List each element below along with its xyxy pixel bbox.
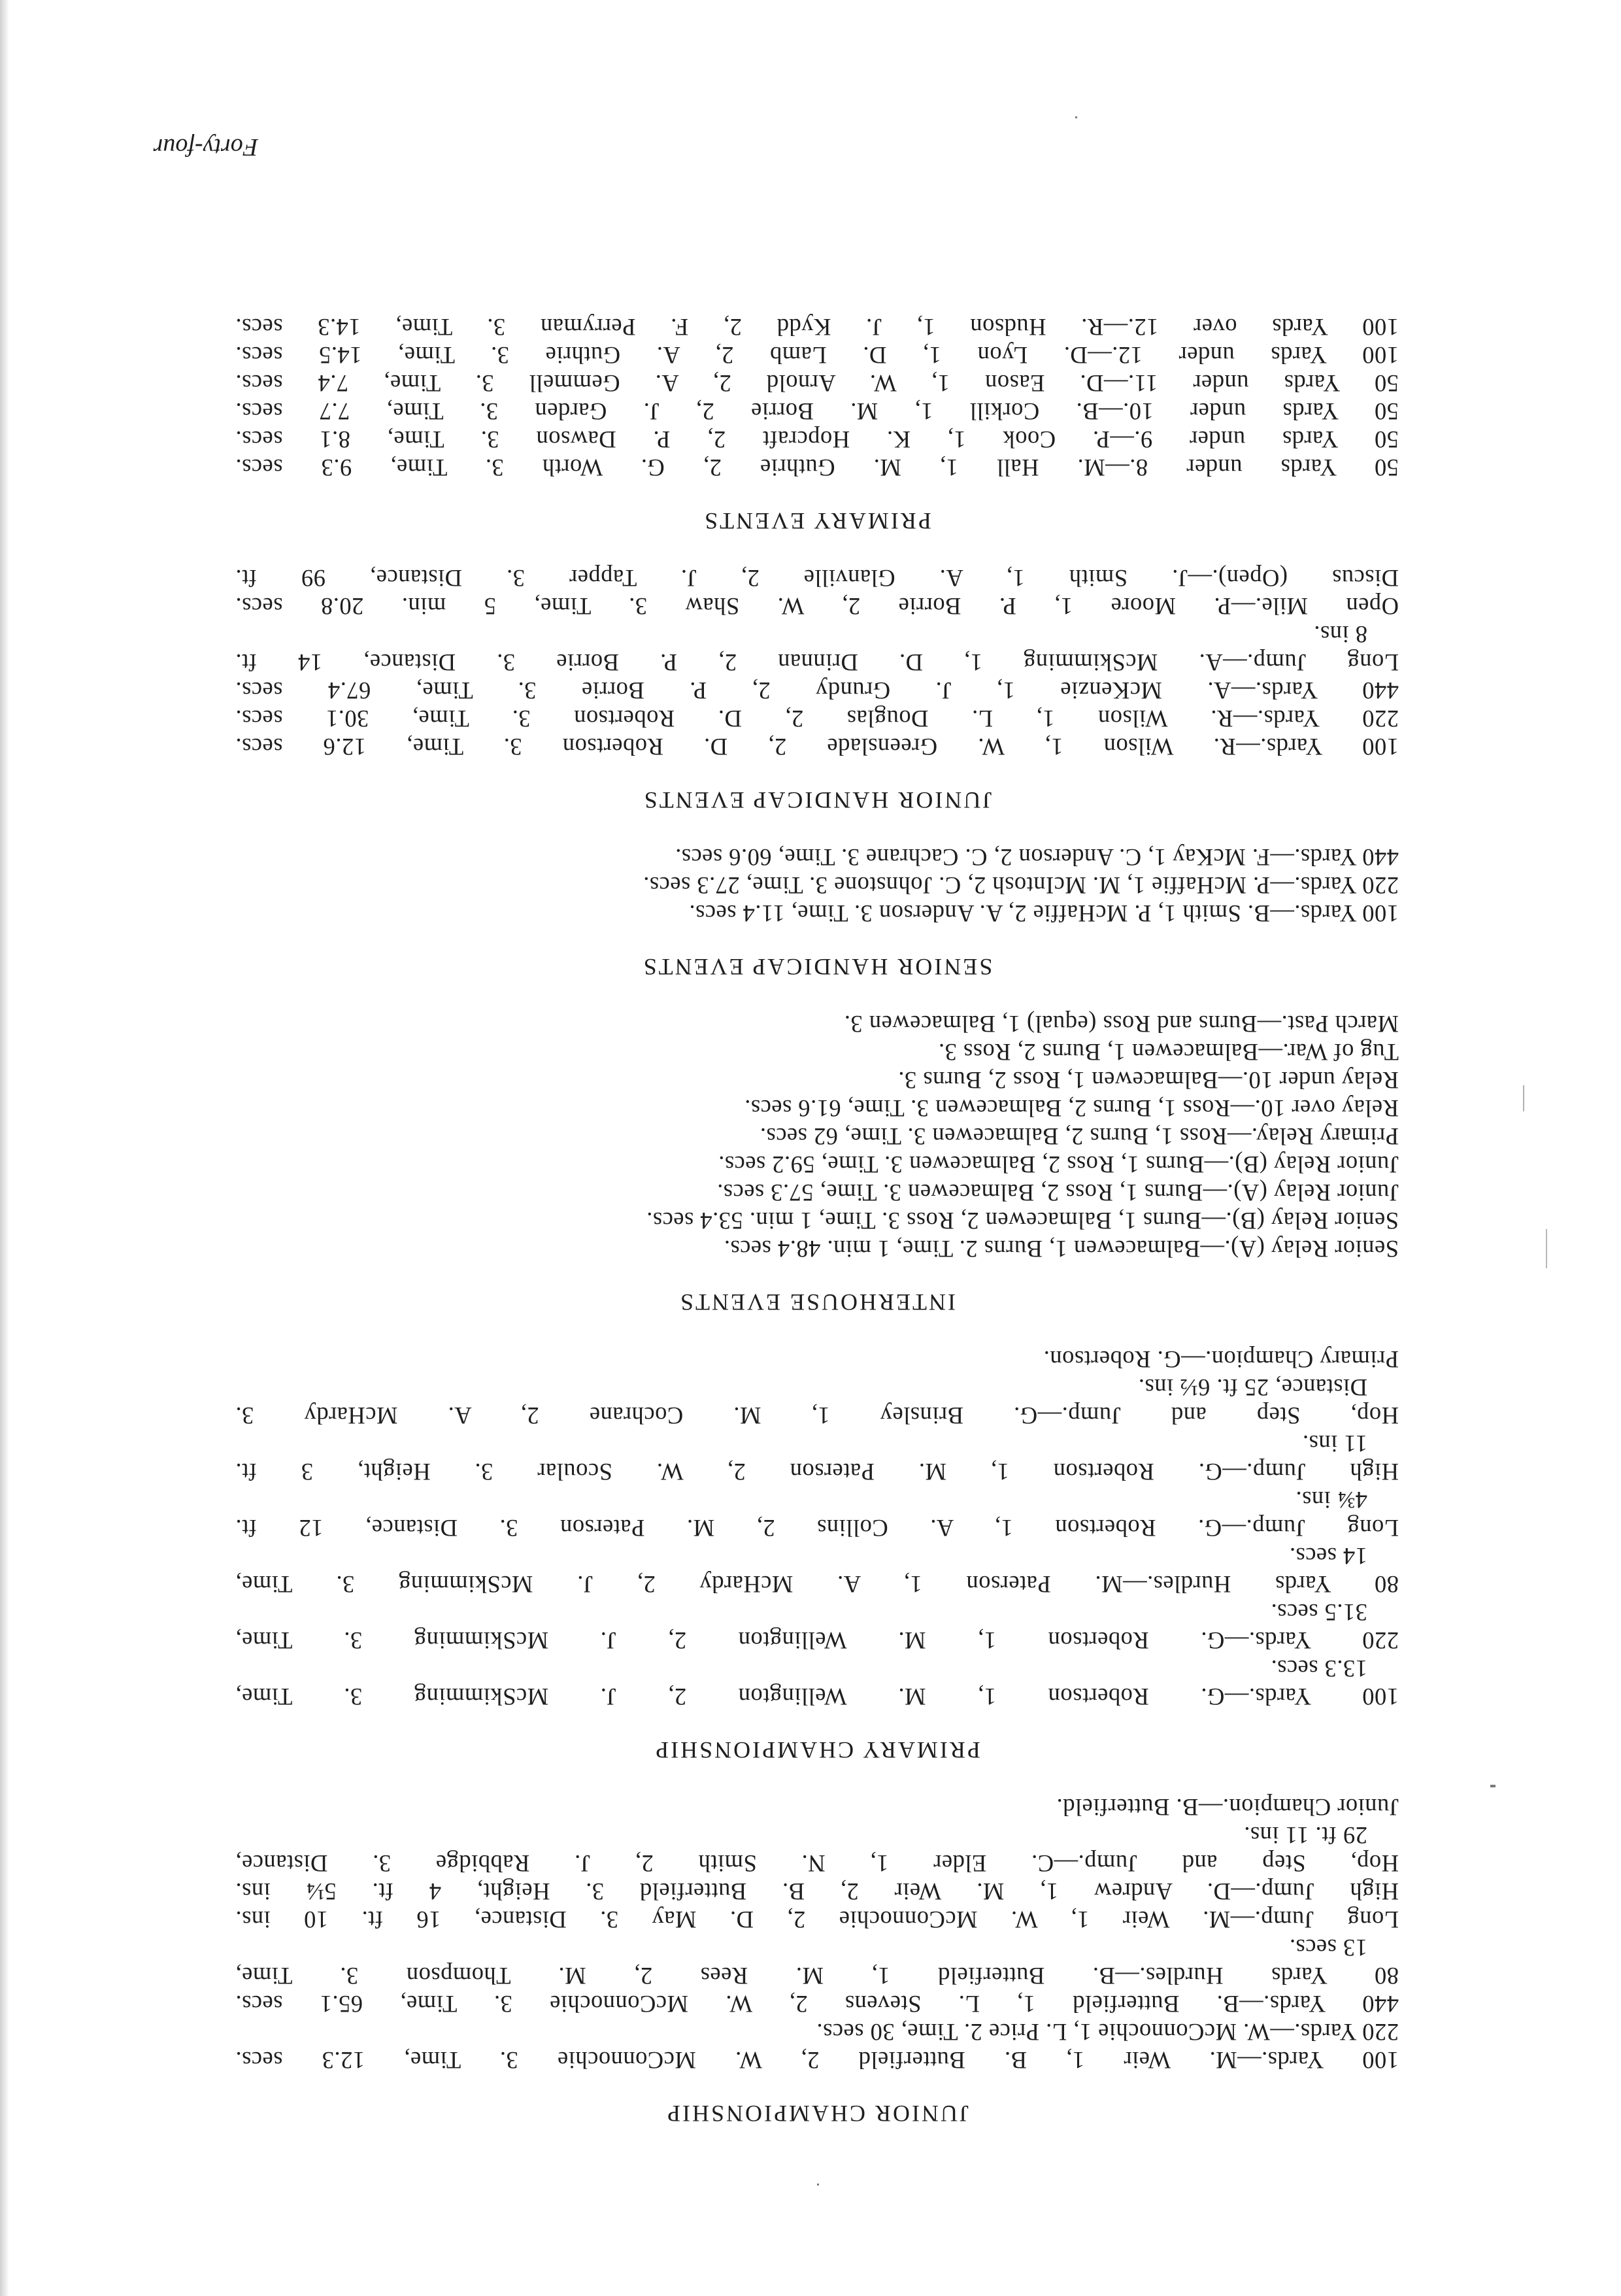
result-line: 440 Yards.—F. McKay 1, C. Anderson 2, C. Cachrane 3. Time, 60.6 secs.: [675, 844, 1399, 871]
result-entry: [235, 871, 1399, 900]
result-entry: [235, 1598, 1399, 1655]
result-line: Junior Relay (B).—Burns 1, Ross 2, Balmacewen 3. Time, 59.2 secs.: [718, 1151, 1399, 1178]
result-entry: [235, 1066, 1399, 1094]
result-continuation: 31.5 secs.: [1271, 1599, 1367, 1626]
result-entry: [235, 1123, 1399, 1151]
section-heading: SENIOR HANDICAP EVENTS: [641, 954, 993, 980]
result-entry: [235, 454, 1399, 482]
result-continuation: 11 ins.: [1302, 1430, 1367, 1457]
scan-speck: [1075, 116, 1077, 118]
result-line: 100 Yards under 12.—D. Lyon 1, D. Lamb 2, A. Guthrie 3. Time, 14.5 secs.: [235, 342, 1399, 369]
results-text: [235, 313, 1399, 2127]
result-entry: [235, 1878, 1399, 1906]
result-continuation: 8 ins.: [1313, 621, 1367, 648]
result-line: 220 Yards.—R. Wilson 1, L. Douglas 2, D. Robertson 3. Time, 30.1 secs.: [235, 705, 1399, 732]
result-continuation: 14 secs.: [1289, 1543, 1367, 1570]
result-line: 220 Yards.—P. McHaffie 1, M. McIntosh 2, C. Johnstone 3. Time, 27.3 secs.: [643, 872, 1399, 899]
section-heading: JUNIOR HANDICAP EVENTS: [642, 787, 992, 813]
result-entry: [235, 677, 1399, 705]
result-entry: [235, 733, 1399, 761]
result-entry: [235, 620, 1399, 677]
result-continuation: 29 ft. 11 ins.: [1243, 1822, 1367, 1849]
result-entry: [235, 1486, 1399, 1542]
result-line: 100 Yards.—G. Robertson 1, M. Wellington 2, J. McSkimming 3. Time,: [235, 1683, 1399, 1710]
result-line: 100 Yards.—M. Weir 1, B. Butterfield 2, W. McConnochie 3. Time, 12.3 secs.: [235, 2047, 1399, 2074]
result-line: Senior Relay (B).—Burns 1, Balmacewen 2, Ross 3. Time, 1 min. 53.4 secs.: [646, 1207, 1399, 1234]
section-heading: INTERHOUSE EVENTS: [678, 1289, 956, 1315]
result-entry: [235, 1655, 1399, 1711]
result-line: 80 Yards Hurdles.—M. Paterson 1, A. McHardy 2, J. McSkimming 3. Time,: [235, 1571, 1399, 1598]
result-entry: [235, 1821, 1399, 1878]
result-line: Long Jump.—A. McSkimming 1, D. Drinnan 2, P. Borrie 3. Distance, 14 ft.: [235, 649, 1399, 676]
result-line: 220 Yards.—G. Robertson 1, M. Wellington 2, J. McSkimming 3. Time,: [235, 1627, 1399, 1654]
result-entry: [235, 341, 1399, 369]
result-line: Long Jump.—G. Robertson 1, A. Collins 2, M. Paterson 3. Distance, 12 ft.: [235, 1515, 1399, 1542]
result-line: Primary Champion.—G. Robertson.: [1043, 1346, 1399, 1373]
result-line: 50 Yards under 11.—D. Eason 1, W. Arnold 2, A. Gemmell 3. Time, 7.4 secs.: [235, 370, 1399, 397]
result-continuation: 4¾ ins.: [1295, 1487, 1367, 1513]
result-line: 50 Yards under 9.—P. Cook 1, K. Hopcraft 2, P. Dawson 3. Time, 8.1 secs.: [235, 426, 1399, 453]
result-entry: [235, 1345, 1399, 1374]
result-line: 440 Yards.—B. Butterfield 1, L. Stevens 2, W. McConnochie 3. Time, 65.1 secs.: [235, 1991, 1399, 2017]
result-entry: [235, 1990, 1399, 2018]
result-line: 220 Yards.—W. McConnochie 1, L. Price 2. Time, 30 secs.: [816, 2019, 1399, 2046]
result-entry: [235, 1207, 1399, 1235]
result-entry: [235, 1934, 1399, 1990]
scan-speck: [1490, 1785, 1496, 1787]
result-line: Relay under 10.—Balmacewen 1, Ross 2, Burns 3.: [897, 1067, 1399, 1094]
result-line: Hop, Step and Jump.—G. Brinsley 1, M. Cochrane 2, A. McHardy 3.: [235, 1402, 1399, 1429]
result-entry: [235, 1430, 1399, 1486]
result-line: Hop, Step and Jump.—C. Elder 1, N. Smith 2, J. Rabbidge 3. Distance,: [235, 1850, 1399, 1877]
result-line: Primary Relay.—Ross 1, Burns 2, Balmacewen 3. Time, 62 secs.: [760, 1123, 1399, 1150]
result-entry: [235, 2046, 1399, 2074]
scan-speck: [1523, 1085, 1524, 1111]
result-entry: [235, 1793, 1399, 1821]
result-line: Open Mile.—P. Moore 1, P. Borrie 2, W. Shaw 3. Time, 5 min. 20.8 secs.: [235, 593, 1399, 620]
result-entry: [235, 1235, 1399, 1263]
result-line: 100 Yards.—R. Wilson 1, W. Greenslade 2, D. Robertson 3. Time, 12.6 secs.: [235, 734, 1399, 760]
result-line: Relay over 10.—Ross 1, Burns 2, Balmacewen 3. Time, 61.6 secs.: [744, 1095, 1399, 1122]
section-heading: JUNIOR CHAMPIONSHIP: [665, 2101, 969, 2127]
result-line: Tug of War.—Balmacewen 1, Burns 2, Ross 3.: [938, 1039, 1399, 1066]
result-entry: [235, 1010, 1399, 1038]
result-entry: [235, 900, 1399, 928]
result-line: Junior Champion.—B. Butterfield.: [1056, 1794, 1399, 1821]
result-line: High Jump.—G. Robertson 1, M. Paterson 2, W. Scoular 3. Height, 3 ft.: [235, 1459, 1399, 1485]
result-line: Long Jump.—M. Weir 1, W. McConnochie 2, D. May 3. Distance, 16 ft. 10 ins.: [235, 1906, 1399, 1933]
result-entry: [235, 2018, 1399, 2046]
result-entry: [235, 313, 1399, 341]
scan-speck: [817, 2184, 819, 2186]
result-entry: [235, 397, 1399, 426]
result-line: 80 Yards Hurdles.—B. Butterfield 1, M. Rees 2, M. Thompson 3. Time,: [235, 1963, 1399, 1989]
result-continuation: 13.3 secs.: [1271, 1655, 1367, 1682]
result-entry: [235, 1542, 1399, 1598]
result-entry: [235, 705, 1399, 733]
result-line: 440 Yards.—A. McKenzie 1, J. Grundy 2, P. Borrie 3. Time, 67.4 secs.: [235, 677, 1399, 704]
section-heading: PRIMARY CHAMPIONSHIP: [654, 1737, 980, 1763]
result-entry: [235, 369, 1399, 397]
result-entry: [235, 564, 1399, 592]
result-entry: [235, 843, 1399, 871]
result-entry: [235, 1094, 1399, 1123]
result-entry: [235, 1151, 1399, 1179]
result-line: Junior Relay (A).—Burns 1, Ross 2, Balmacewen 3. Time, 57.3 secs.: [716, 1179, 1399, 1206]
result-continuation: Distance, 25 ft. 6½ ins.: [1138, 1374, 1367, 1401]
result-entry: [235, 426, 1399, 454]
result-line: Discus (Open).—J. Smith 1, A. Glanville 2, J. Tapper 3. Distance, 99 ft.: [235, 565, 1399, 592]
result-line: High Jump.—D. Andrew 1, M. Weir 2, B. Butterfield 3. Height, 4 ft. 5¼ ins.: [235, 1878, 1399, 1905]
result-continuation: 13 secs.: [1289, 1934, 1367, 1961]
page-number: Forty-four: [153, 133, 258, 161]
section-heading: PRIMARY EVENTS: [703, 508, 931, 534]
result-entry: [235, 1906, 1399, 1934]
result-line: 100 Yards.—B. Smith 1, P. McHaffie 2, A. Anderson 3. Time, 11.4 secs.: [689, 900, 1399, 927]
result-entry: [235, 1179, 1399, 1207]
result-line: 50 Yards under 10.—B. Corkill 1, M. Borrie 2, J. Garden 3. Time, 7.7 secs.: [235, 398, 1399, 425]
result-line: 50 Yards under 8.—M. Hall 1, M. Guthrie 2, G. Worth 3. Time, 9.3 secs.: [235, 454, 1399, 481]
scan-speck: [1546, 1229, 1547, 1268]
result-line: Senior Relay (A).—Balmacewen 1, Burns 2. Time, 1 min. 48.4 secs.: [724, 1236, 1399, 1262]
result-entry: [235, 1038, 1399, 1066]
result-line: March Past.—Burns and Ross (equal) 1, Balmacewen 3.: [844, 1011, 1399, 1038]
result-line: 100 Yards over 12.—R. Hudson 1, J. Kydd 2, F. Perryman 3. Time, 14.3 secs.: [235, 314, 1399, 341]
result-entry: [235, 1374, 1399, 1430]
result-entry: [235, 592, 1399, 620]
